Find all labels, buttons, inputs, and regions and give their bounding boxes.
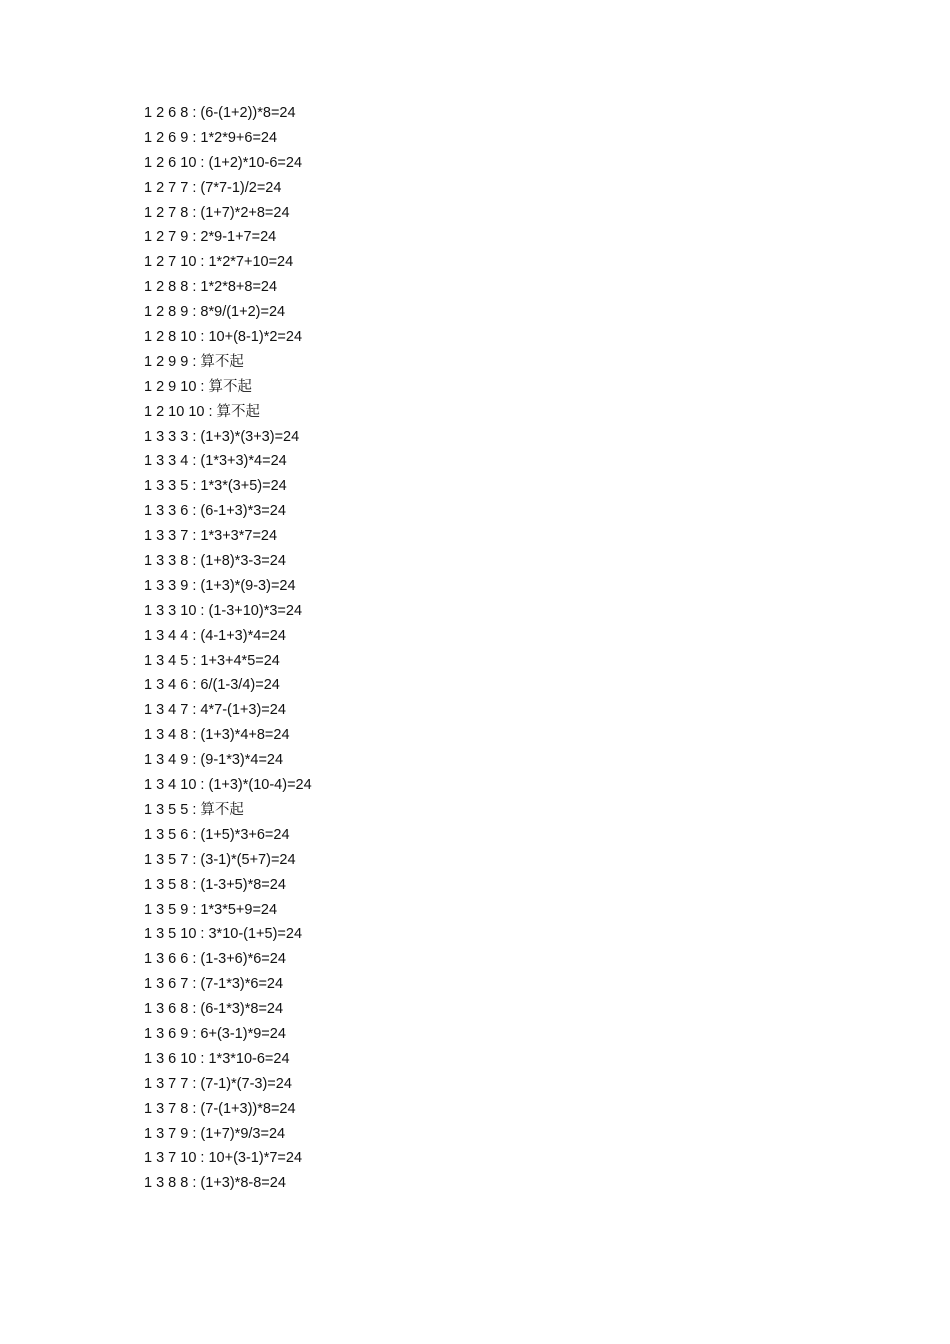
solution-line: 1 3 6 6 : (1-3+6)*6=24 bbox=[144, 951, 286, 968]
solution-line: 1 2 7 9 : 2*9-1+7=24 bbox=[144, 229, 277, 246]
solution-line: 1 2 8 9 : 8*9/(1+2)=24 bbox=[144, 304, 286, 321]
solution-line: 1 3 7 7 : (7-1)*(7-3)=24 bbox=[144, 1075, 292, 1092]
solution-line: 1 3 7 8 : (7-(1+3))*8=24 bbox=[144, 1100, 296, 1117]
solution-line: 1 3 3 5 : 1*3*(3+5)=24 bbox=[144, 478, 287, 495]
solution-line: 1 3 5 7 : (3-1)*(5+7)=24 bbox=[144, 851, 296, 868]
solution-line: 1 3 5 9 : 1*3*5+9=24 bbox=[144, 901, 278, 918]
solution-line: 1 3 4 4 : (4-1+3)*4=24 bbox=[144, 627, 286, 644]
solution-line: 1 3 4 10 : (1+3)*(10-4)=24 bbox=[144, 777, 312, 794]
solution-line: 1 3 6 7 : (7-1*3)*6=24 bbox=[144, 976, 284, 993]
solution-line: 1 3 3 8 : (1+8)*3-3=24 bbox=[144, 553, 286, 570]
solution-line: 1 2 8 8 : 1*2*8+8=24 bbox=[144, 279, 278, 296]
solution-line: 1 2 6 9 : 1*2*9+6=24 bbox=[144, 129, 278, 146]
solution-line: 1 2 8 10 : 10+(8-1)*2=24 bbox=[144, 329, 303, 346]
solution-line: 1 3 3 6 : (6-1+3)*3=24 bbox=[144, 503, 286, 520]
solution-line: 1 3 4 5 : 1+3+4*5=24 bbox=[144, 652, 280, 669]
solution-line: 1 3 3 3 : (1+3)*(3+3)=24 bbox=[144, 428, 300, 445]
solution-line: 1 2 10 10 : 算不起 bbox=[144, 403, 261, 420]
solution-line: 1 3 6 9 : 6+(3-1)*9=24 bbox=[144, 1025, 286, 1042]
solution-line: 1 3 4 9 : (9-1*3)*4=24 bbox=[144, 752, 284, 769]
solution-line: 1 3 8 8 : (1+3)*8-8=24 bbox=[144, 1175, 286, 1192]
solution-line: 1 3 5 6 : (1+5)*3+6=24 bbox=[144, 826, 290, 843]
solution-line: 1 3 6 8 : (6-1*3)*8=24 bbox=[144, 1001, 284, 1018]
solution-line: 1 2 7 8 : (1+7)*2+8=24 bbox=[144, 204, 290, 221]
solution-line: 1 3 3 7 : 1*3+3*7=24 bbox=[144, 528, 278, 545]
solution-line: 1 2 9 9 : 算不起 bbox=[144, 353, 244, 370]
solution-line: 1 3 3 10 : (1-3+10)*3=24 bbox=[144, 602, 303, 619]
solution-line: 1 3 7 10 : 10+(3-1)*7=24 bbox=[144, 1150, 303, 1167]
solution-line: 1 2 6 10 : (1+2)*10-6=24 bbox=[144, 154, 303, 171]
solution-line: 1 3 5 8 : (1-3+5)*8=24 bbox=[144, 876, 286, 893]
solution-line: 1 2 6 8 : (6-(1+2))*8=24 bbox=[144, 105, 296, 121]
solution-line: 1 2 7 7 : (7*7-1)/2=24 bbox=[144, 179, 282, 196]
solution-line: 1 2 7 10 : 1*2*7+10=24 bbox=[144, 254, 294, 271]
solution-line: 1 3 3 9 : (1+3)*(9-3)=24 bbox=[144, 577, 296, 594]
solution-line: 1 3 4 8 : (1+3)*4+8=24 bbox=[144, 727, 290, 744]
solution-line: 1 3 5 5 : 算不起 bbox=[144, 801, 244, 818]
solution-line: 1 2 9 10 : 算不起 bbox=[144, 378, 252, 395]
solution-line: 1 3 4 6 : 6/(1-3/4)=24 bbox=[144, 677, 280, 694]
solution-line: 1 3 3 4 : (1*3+3)*4=24 bbox=[144, 453, 287, 470]
solution-line: 1 3 5 10 : 3*10-(1+5)=24 bbox=[144, 926, 303, 943]
solution-line: 1 3 4 7 : 4*7-(1+3)=24 bbox=[144, 702, 286, 719]
solution-list bbox=[144, 101, 312, 1196]
solution-line: 1 3 7 9 : (1+7)*9/3=24 bbox=[144, 1125, 286, 1142]
solution-line: 1 3 6 10 : 1*3*10-6=24 bbox=[144, 1050, 290, 1067]
